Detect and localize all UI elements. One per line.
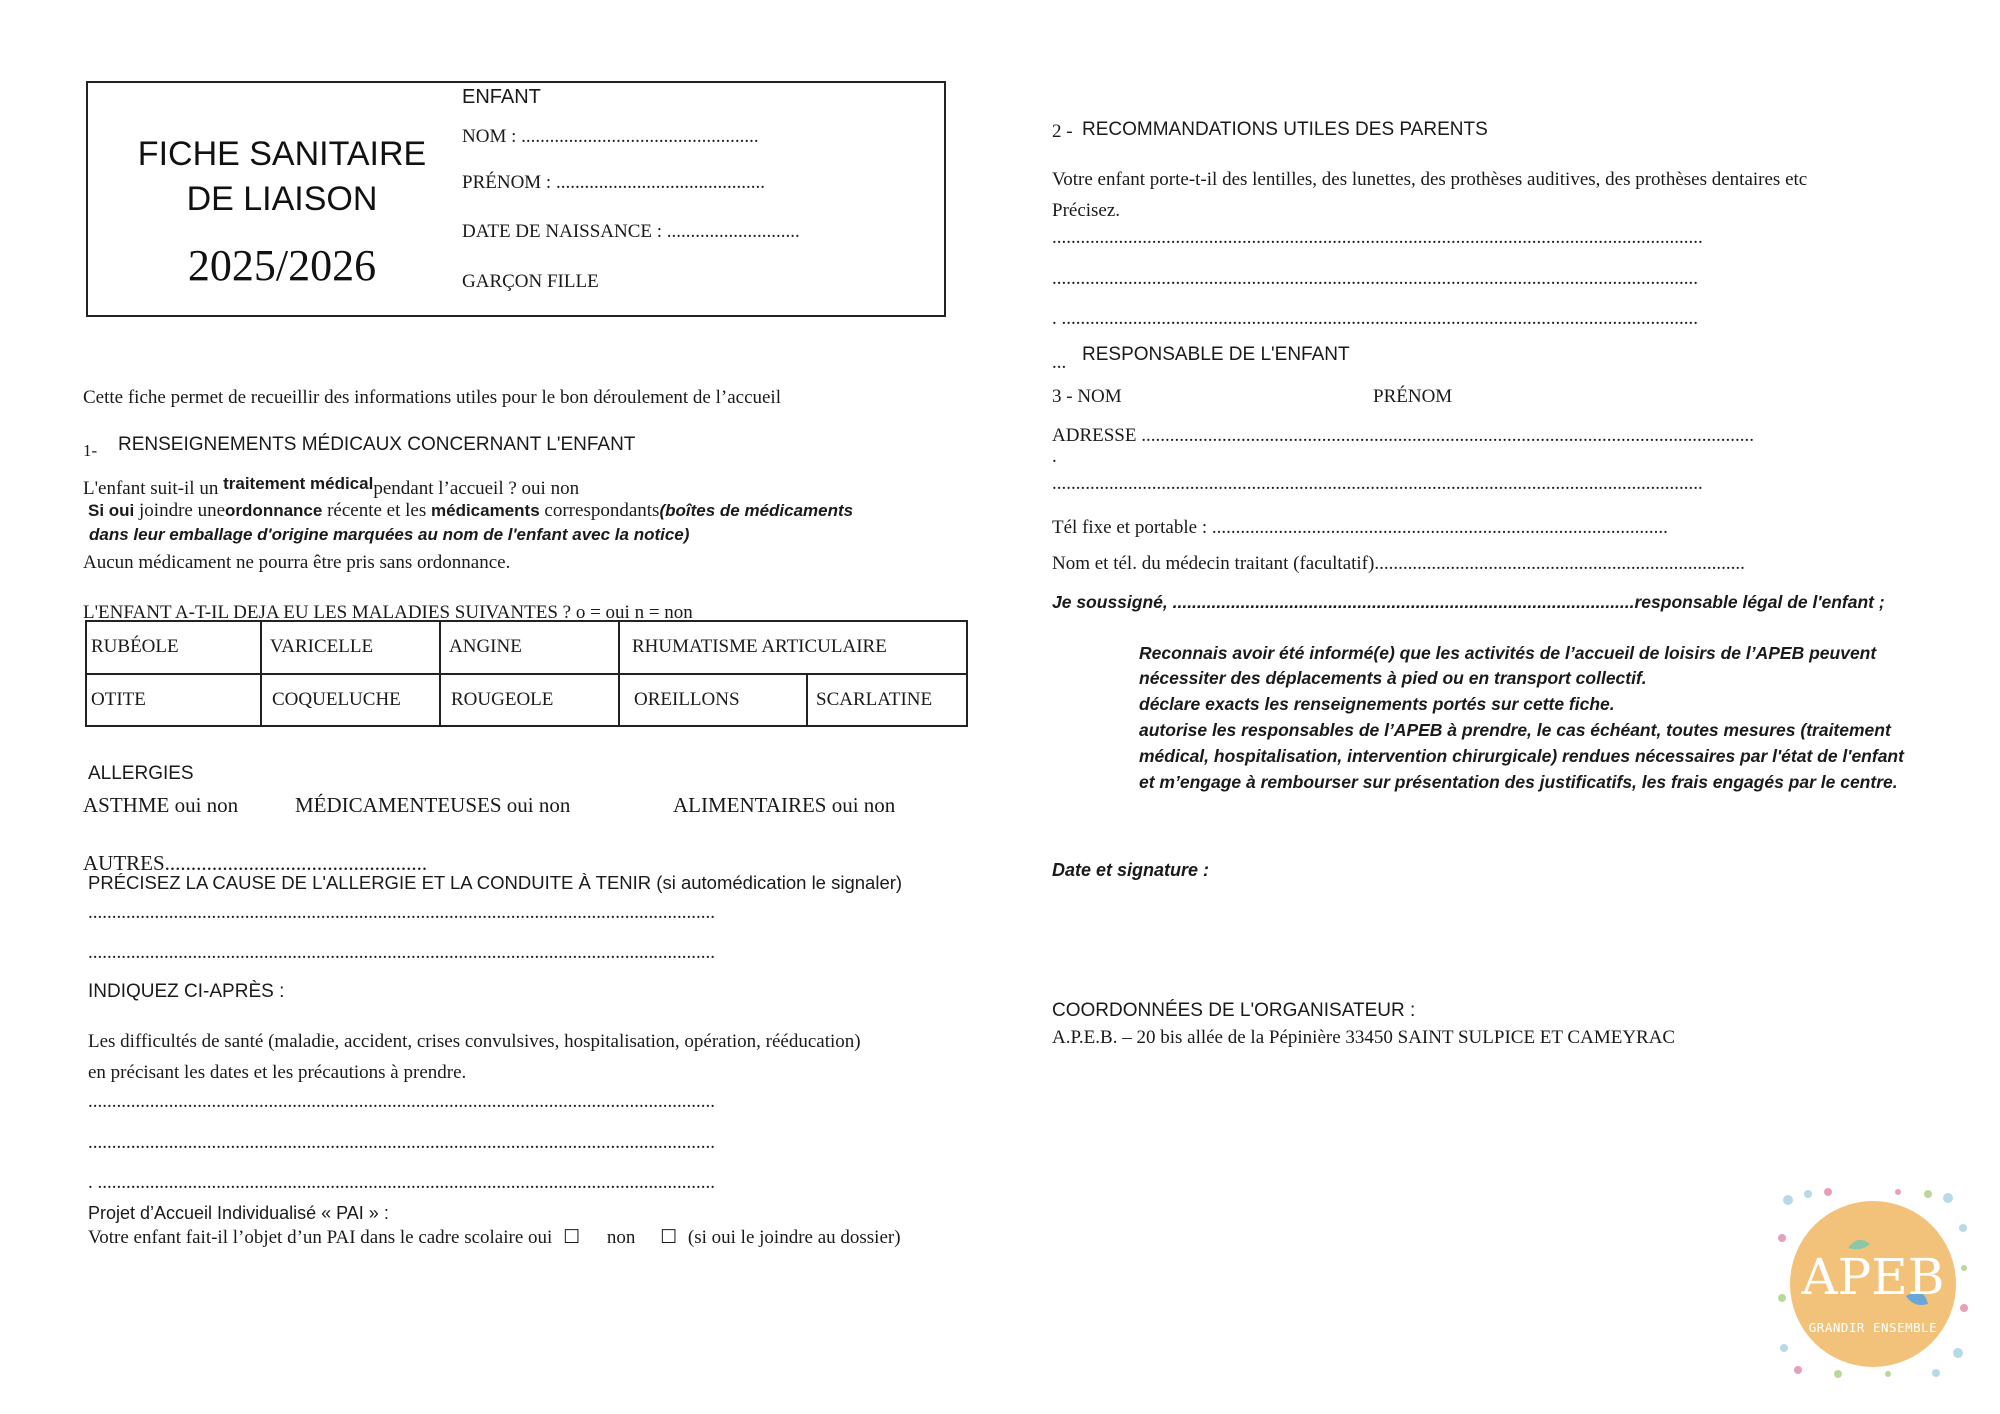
pai-question: Votre enfant fait-il l’objet d’un PAI dans le cadre scolaire oui xyxy=(88,1227,553,1248)
declaration-line1: Reconnais avoir été informé(e) que les activités de l’accueil de loisirs de l’APEB peuvent xyxy=(1139,643,1877,663)
treatment-bold: traitement médical xyxy=(223,474,374,493)
indiquez-text-line2: en précisant les dates et les précautions à prendre. xyxy=(88,1062,467,1083)
allergy-precisez-heading: PRÉCISEZ LA CAUSE DE L'ALLERGIE ET LA CONDUITE À TENIR (si automédication le signaler) xyxy=(88,872,903,893)
prescription-italic1: (boîtes de médicaments xyxy=(659,501,854,520)
maladie-otite[interactable]: OTITE xyxy=(86,674,261,727)
table-row xyxy=(86,621,967,674)
indiquez-dots-line1[interactable]: .................................................................................................................................... xyxy=(88,1091,715,1112)
allergy-alimentaires[interactable]: ALIMENTAIRES oui non xyxy=(673,793,896,817)
allergies-heading: ALLERGIES xyxy=(88,763,194,784)
declaration-line2: nécessiter des déplacements à pied ou en transport collectif. xyxy=(1139,668,1647,688)
indiquez-text-line1: Les difficultés de santé (maladie, accident, crises convulsives, hospitalisation, opération, rééducation) xyxy=(88,1031,861,1052)
indiquez-heading: INDIQUEZ CI-APRÈS : xyxy=(88,981,285,1002)
section2-dots-line2[interactable]: ........................................................................................................................................ xyxy=(1052,268,1698,289)
responsable-prefix: ... xyxy=(1052,352,1067,373)
allergy-dots-line1[interactable]: .................................................................................................................................... xyxy=(88,902,715,923)
section2-dots-line1[interactable]: ......................................................................................................................................... xyxy=(1052,227,1703,248)
maladies-question: L'ENFANT A-T-IL DEJA EU LES MALADIES SUIVANTES ? o = oui n = non xyxy=(83,602,693,623)
child-birthdate-field[interactable]: DATE DE NAISSANCE : ............................ xyxy=(462,221,800,242)
declaration-line6: et m’engage à rembourser sur présentation des justificatifs, les frais engagés par le centre. xyxy=(1139,772,1898,792)
maladie-rhumatisme[interactable]: RHUMATISME ARTICULAIRE xyxy=(619,621,967,674)
treatment-question[interactable] xyxy=(83,474,580,500)
maladie-rubeole[interactable]: RUBÉOLE xyxy=(86,621,261,674)
child-prenom-field[interactable]: PRÉNOM : ............................................ xyxy=(462,172,765,193)
allergy-autres-field[interactable]: AUTRES.................................................. xyxy=(83,851,428,875)
pai-heading: Projet d’Accueil Individualisé « PAI » : xyxy=(88,1203,389,1223)
indiquez-dots-line2[interactable]: .................................................................................................................................... xyxy=(88,1132,715,1153)
pai-non-checkbox[interactable]: ☐ xyxy=(660,1227,678,1248)
date-signature-field[interactable]: Date et signature : xyxy=(1052,860,1210,880)
section1-number: 1- xyxy=(83,441,98,460)
apeb-logo xyxy=(1778,1188,1968,1378)
maladie-angine[interactable]: ANGINE xyxy=(440,621,619,674)
organisateur-heading: COORDONNÉES DE L'ORGANISATEUR : xyxy=(1052,1000,1416,1021)
treatment-text-a: L'enfant suit-il un xyxy=(83,478,219,499)
maladie-scarlatine[interactable]: SCARLATINE xyxy=(807,674,967,727)
no-medication-note: Aucun médicament ne pourra être pris sans ordonnance. xyxy=(83,552,511,573)
medicaments-bold: médicaments xyxy=(431,501,540,520)
prescription-text-a: joindre une xyxy=(139,500,226,521)
declaration-line3: déclare exacts les renseignements portés sur cette fiche. xyxy=(1139,694,1615,714)
declaration-line4: autorise les responsables de l’APEB à prendre, le cas échéant, toutes mesures (traitement xyxy=(1139,720,1891,740)
form-year: 2025/2026 xyxy=(187,241,377,290)
section2-dots-line3[interactable]: . ...................................................................................................................................... xyxy=(1052,308,1698,329)
responsable-heading: RESPONSABLE DE L'ENFANT xyxy=(1082,344,1350,365)
prescription-text-c: correspondants xyxy=(544,500,660,521)
child-sex-choice[interactable]: GARÇON FILLE xyxy=(462,271,599,292)
section2-precisez: Précisez. xyxy=(1052,200,1121,221)
si-oui-bold: Si oui xyxy=(88,501,135,520)
treatment-text-b: pendant l’accueil ? oui non xyxy=(373,478,580,499)
form-title-line1: FICHE SANITAIRE xyxy=(137,135,427,173)
prescription-text-b: récente et les xyxy=(327,500,427,521)
logo-tagline: GRANDIR ENSEMBLE xyxy=(1808,1320,1938,1335)
intro-text: Cette fiche permet de recueillir des informations utiles pour le bon déroulement de l’accueil xyxy=(83,387,781,408)
maladie-rougeole[interactable]: ROUGEOLE xyxy=(440,674,619,727)
section1-heading: RENSEIGNEMENTS MÉDICAUX CONCERNANT L'ENFANT xyxy=(118,434,636,455)
declaration-line5: médical, hospitalisation, intervention chirurgicale) rendues nécessaires par l'état de l'enfant xyxy=(1139,746,1904,766)
maladie-varicelle[interactable]: VARICELLE xyxy=(261,621,440,674)
section2-question: Votre enfant porte-t-il des lentilles, des lunettes, des prothèses auditives, des prothèses dentaires etc xyxy=(1052,169,1808,190)
responsable-prenom-field[interactable]: PRÉNOM xyxy=(1373,386,1453,407)
form-title-line2: DE LIAISON xyxy=(186,180,378,218)
child-heading: ENFANT xyxy=(462,86,541,108)
responsable-nom-field[interactable]: 3 - NOM xyxy=(1052,386,1122,407)
allergy-dots-line2[interactable]: .................................................................................................................................... xyxy=(88,942,715,963)
maladie-oreillons[interactable]: OREILLONS xyxy=(619,674,807,727)
responsable-dots-line[interactable]: ......................................................................................................................................... xyxy=(1052,473,1703,494)
medecin-field[interactable]: Nom et tél. du médecin traitant (facultatif).............................................................................. xyxy=(1052,553,1745,574)
organisateur-address: A.P.E.B. – 20 bis allée de la Pépinière 33450 SAINT SULPICE ET CAMEYRAC xyxy=(1052,1027,1676,1048)
allergy-asthme[interactable]: ASTHME oui non xyxy=(83,793,239,817)
allergy-medicamenteuses[interactable]: MÉDICAMENTEUSES oui non xyxy=(295,793,571,817)
maladies-table xyxy=(85,620,968,727)
ordonnance-bold: ordonnance xyxy=(225,501,323,520)
pai-question-line xyxy=(88,1226,901,1249)
pai-oui-checkbox[interactable]: ☐ xyxy=(563,1227,581,1248)
section2-number: 2 - xyxy=(1052,121,1073,142)
je-soussigne-statement[interactable]: Je soussigné, ...............................................................................................responsable légal de l'enfant ; xyxy=(1052,592,1885,612)
prescription-italic2: dans leur emballage d'origine marquées au nom de l'enfant avec la notice) xyxy=(89,525,690,544)
maladie-coqueluche[interactable]: COQUELUCHE xyxy=(261,674,440,727)
responsable-adresse-field[interactable]: ADRESSE ................................................................................................................................. xyxy=(1052,425,1754,446)
pai-note: (si oui le joindre au dossier) xyxy=(687,1227,901,1248)
indiquez-dots-line3[interactable]: . .................................................................................................................................. xyxy=(88,1172,715,1193)
child-nom-field[interactable]: NOM : .................................................. xyxy=(462,126,759,147)
pai-non-label: non xyxy=(606,1227,636,1248)
section2-heading: RECOMMANDATIONS UTILES DES PARENTS xyxy=(1082,119,1488,140)
logo-name: APEB xyxy=(1801,1248,1945,1306)
responsable-adresse-cont: . xyxy=(1052,446,1057,467)
responsable-tel-field[interactable]: Tél fixe et portable : ................................................................................................ xyxy=(1052,517,1668,538)
prescription-line xyxy=(88,500,853,522)
table-row xyxy=(86,674,967,727)
